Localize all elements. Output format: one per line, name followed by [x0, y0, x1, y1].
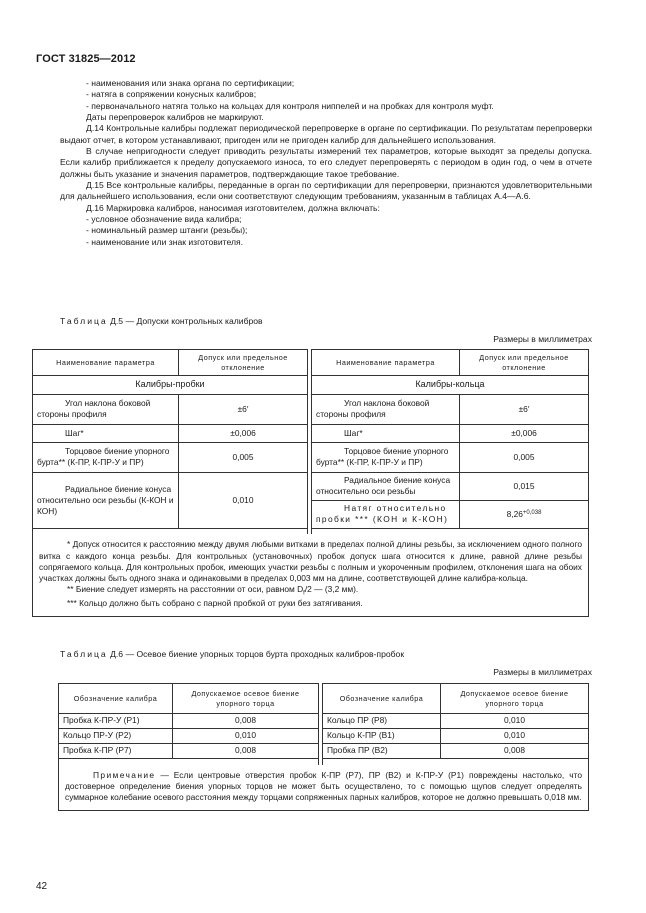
table-cell: 0,010 — [179, 472, 308, 528]
table-cell: Шаг* — [33, 424, 179, 442]
table-cell: Кольцо К-ПР (В1) — [323, 729, 441, 744]
table5-caption — [60, 316, 263, 327]
paragraph-d14: Д.14 Контрольные калибры подлежат периодической перепроверке в органе по сертификации. По результатам перепроверки выдают отчет, в котором устанавливают, пригоден или не пригоден калибр для дальнейшего использования. — [60, 123, 592, 145]
table6-header-tol-left: Допускаемое осевое биение упорного торца — [173, 684, 319, 714]
table-cell: ±6′ — [460, 394, 589, 424]
table-cell: Угол наклона боковой стороны профиля — [33, 394, 179, 424]
table5-note-3: *** Кольцо должно быть собрано с парной пробкой от руки без затягивания. — [67, 598, 363, 609]
table-cell: Шаг* — [312, 424, 460, 442]
table5-section-plugs: Калибры-пробки — [33, 376, 308, 395]
table6-header-tol-right: Допускаемое осевое биение упорного торца — [441, 684, 589, 714]
table5-notes — [33, 534, 589, 616]
table-cell: 0,005 — [179, 442, 308, 472]
table5-label: Таблица — [60, 316, 108, 326]
table-cell: $8,26^{+0,038}$ — [460, 500, 589, 528]
table6-title: Д.6 — Осевое биение упорных торцов бурта проходных калибров-пробок — [107, 649, 405, 659]
list-item: - наименование или знак изготовителя. — [86, 236, 244, 247]
table6-note-label: Примечание — [93, 769, 156, 780]
table-cell: Пробка К-ПР-У (Р1) — [59, 714, 173, 729]
table6-note — [59, 765, 589, 811]
table5 — [32, 349, 589, 617]
table-cell: ±0,006 — [460, 424, 589, 442]
table-cell: ±0,006 — [179, 424, 308, 442]
table5-title: Д.5 — Допуски контрольных калибров — [107, 316, 263, 326]
table-cell: Кольцо ПР-У (Р2) — [59, 729, 173, 744]
list-item: - первоначального натяга только на кольцах для контроля ниппелей и на пробках для контроля муфт. — [86, 100, 494, 111]
table-cell: 0,008 — [441, 744, 589, 759]
table-cell: 0,010 — [441, 729, 589, 744]
paragraph-d16: Д.16 Маркировка калибров, наносимая изготовителем, должна включать: — [86, 202, 380, 213]
table-cell: Кольцо ПР (Р8) — [323, 714, 441, 729]
table5-header-tol-left: Допуск или предельное отклонение — [179, 350, 308, 376]
table-cell: Радиальное биение конуса относительно оси резьбы (К-КОН и КОН) — [33, 472, 179, 528]
table5-header-tol-right: Допуск или предельное отклонение — [460, 350, 589, 376]
table-cell: Натяг относительно пробки *** (КОН и К-КОН) — [312, 500, 460, 528]
table6 — [58, 683, 589, 811]
table6-header-designation-left: Обозначение калибра — [59, 684, 173, 714]
page-number: 42 — [36, 881, 48, 892]
table-cell: Радиальное биение конуса относительно оси резьбы — [312, 472, 460, 500]
table6-units: Размеры в миллиметрах — [493, 667, 592, 677]
table5-section-rings: Калибры-кольца — [312, 376, 589, 395]
paragraph-unfit: В случае непригодности следует приводить результаты измерений тех параметров, которые выходят за пределы допуска. Если калибр приближается к пределу допускаемого износа, то его следует перепроверять с периодом в один год, о чем в отчете должны быть указание и значения параметров, подтверждающие такое требование. — [60, 146, 592, 179]
table-cell: 0,008 — [173, 714, 319, 729]
body-text — [60, 78, 592, 248]
table-cell: 0,015 — [460, 472, 589, 500]
table-cell: 0,008 — [173, 744, 319, 759]
table-cell: Пробка К-ПР (Р7) — [59, 744, 173, 759]
table-cell: 0,005 — [460, 442, 589, 472]
table5-header-param-right: Наименование параметра — [312, 350, 460, 376]
list-item: - условное обозначение вида калибра; — [86, 214, 242, 225]
paragraph-d15: Д.15 Все контрольные калибры, переданные в орган по сертификации для перепроверки, признаются удовлетворительными для дальнейшего использования, если они соответствуют следующим требованиям, указанным в таблицах А.4—А.6. — [60, 180, 592, 202]
table-cell: 0,010 — [441, 714, 589, 729]
table-cell: Угол наклона боковой стороны профиля — [312, 394, 460, 424]
table6-note-text: — Если центровые отверстия пробок К-ПР (Р7), ПР (В2) и К-ПР-У (Р1) повреждены настолько, что достоверное определение биения упорных торцов не может быть осуществлено, то с помощью щупов следует определять суммарное колебание осевого расстояния между торцами сопряженных парных калибров, которое не должно превышать 0,018 мм. — [65, 769, 582, 802]
table-cell: Пробка ПР (В2) — [323, 744, 441, 759]
table6-caption — [60, 649, 404, 660]
table6-label: Таблица — [60, 649, 108, 659]
table-cell: Торцовое биение упорного бурта** (К-ПР, К-ПР-У и ПР) — [312, 442, 460, 472]
paragraph-dates: Даты перепроверок калибров не маркируют. — [86, 112, 264, 123]
table-cell: ±6′ — [179, 394, 308, 424]
table5-units: Размеры в миллиметрах — [493, 334, 592, 344]
table-cell: 0,010 — [173, 729, 319, 744]
document-header: ГОСТ 31825—2012 — [36, 53, 136, 65]
table6-header-designation-right: Обозначение калибра — [323, 684, 441, 714]
list-item: - натяга в сопряжении конусных калибров; — [86, 89, 257, 100]
table5-note-2: ** Биение следует измерять на расстоянии от оси, равном $D_f/2$ — (3,2 мм). — [67, 584, 359, 598]
table5-header-param-left: Наименование параметра — [33, 350, 179, 376]
table-cell: Торцовое биение упорного бурта** (К-ПР, К-ПР-У и ПР) — [33, 442, 179, 472]
table5-note-1: * Допуск относится к расстоянию между двумя любыми витками в пределах полной длины резьбы, за исключением одного полного витка с каждого конца резьбы. Для контрольных (установочных) пробок допуск шага относится к длине, равной длине резьбы сопрягаемого кольца. Для контрольных пробок, имеющих участки резьбы с полным и укороченным профилем, отклонения шага на обоих участках должны быть одного знака и одинаковыми в пределах 0,003 мм на длине, соответствующей длине калибра-кольца. — [39, 539, 582, 584]
list-item: - номинальный размер штанги (резьбы); — [86, 225, 248, 236]
list-item: - наименования или знака органа по сертификации; — [86, 78, 295, 88]
